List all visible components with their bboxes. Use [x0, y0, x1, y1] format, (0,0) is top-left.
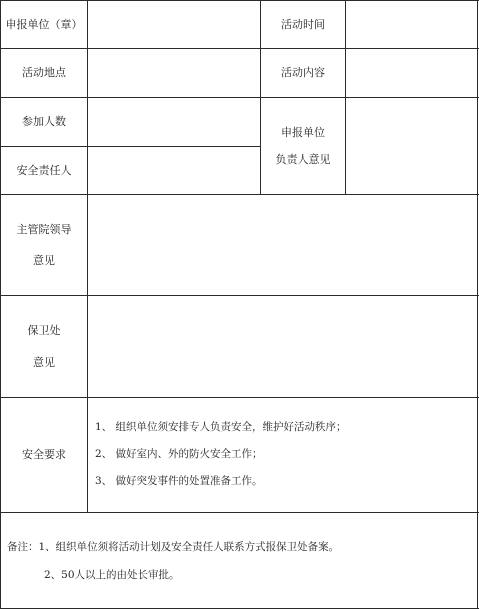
- dean-opinion-label-line2: 意见: [33, 254, 55, 267]
- dean-opinion-label: [1, 195, 87, 295]
- unit-head-opinion-field[interactable]: [346, 98, 477, 194]
- security-dept-opinion-label-line1: 保卫处: [27, 324, 61, 338]
- safety-officer-label: [1, 147, 87, 194]
- security-dept-opinion-label-line2: 意见: [33, 355, 55, 369]
- activity-time-label-text: 活动时间: [281, 17, 325, 31]
- participant-count-label: [1, 98, 87, 146]
- safety-officer-label-text: 安全责任人: [16, 163, 72, 177]
- unit-head-opinion-label-line1: 申报单位: [281, 125, 325, 139]
- remarks-line-2: 2、50人以上的由处长审批。: [44, 569, 180, 581]
- safety-officer-field[interactable]: [88, 147, 260, 194]
- activity-location-label-text: 活动地点: [22, 66, 66, 80]
- unit-head-opinion-label-line2: 负责人意见: [275, 153, 331, 166]
- participant-count-label-text: 参加人数: [22, 115, 66, 129]
- unit-head-opinion-label: [261, 98, 345, 194]
- remarks-line-1: 备注：1、组织单位须将活动计划及安全责任人联系方式报保卫处备案。: [7, 541, 340, 553]
- border-bottom: [0, 608, 479, 609]
- activity-location-label: [1, 49, 87, 97]
- safety-requirement-item: 3、 做好突发事件的处置准备工作。: [95, 475, 263, 487]
- safety-requirement-item: 2、 做好室内、外的防火安全工作；: [95, 448, 263, 460]
- safety-requirements-label: [1, 398, 87, 512]
- activity-time-label: [261, 1, 345, 48]
- safety-requirement-item: 1、 组织单位须安排专人负责安全，维护好活动秩序；: [95, 421, 347, 433]
- activity-content-label: [261, 49, 345, 97]
- safety-requirements-label-text: 安全要求: [22, 448, 66, 462]
- applicant-unit-field[interactable]: [88, 1, 260, 48]
- security-dept-opinion-label: [1, 296, 87, 397]
- activity-content-label-text: 活动内容: [281, 66, 325, 80]
- applicant-unit-label: [1, 1, 87, 48]
- security-dept-opinion-field[interactable]: [88, 296, 477, 397]
- activity-location-field[interactable]: [88, 49, 260, 97]
- applicant-unit-label-text: 申报单位（章）: [5, 17, 83, 31]
- dean-opinion-field[interactable]: [88, 195, 477, 295]
- divider: [0, 512, 479, 513]
- border-right: [477, 0, 478, 609]
- activity-content-field[interactable]: [346, 49, 477, 97]
- dean-opinion-label-line1: 主管院领导: [16, 222, 72, 236]
- activity-time-field[interactable]: [346, 1, 477, 48]
- participant-count-field[interactable]: [88, 98, 260, 146]
